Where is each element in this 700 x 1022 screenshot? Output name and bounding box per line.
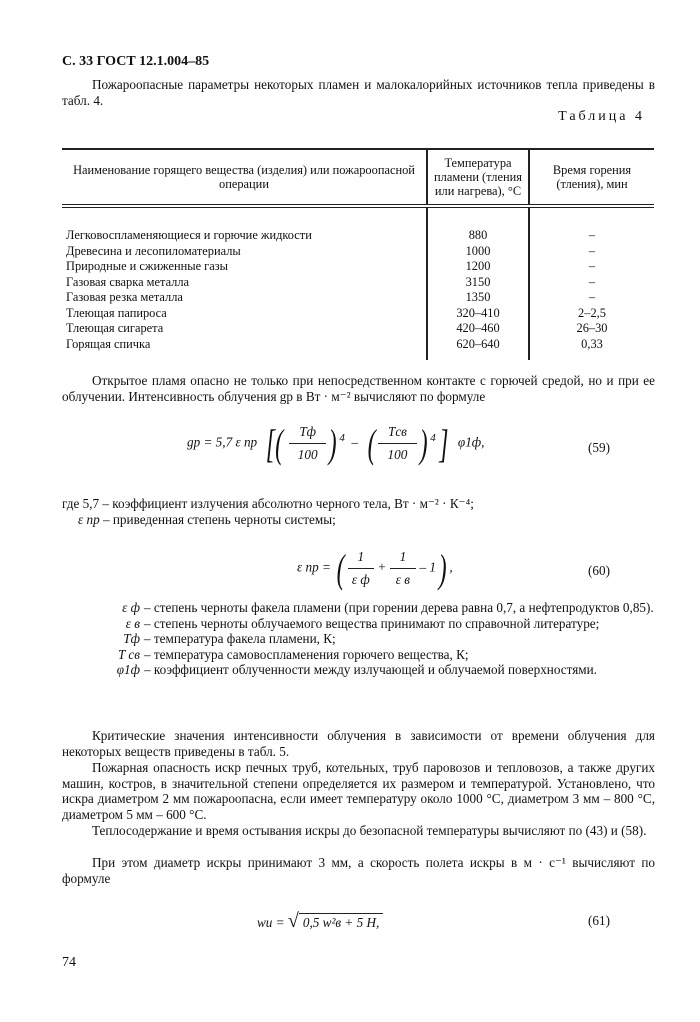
definition: – степень черноты облучаемого вещества принимают по справочной литературе;: [144, 615, 600, 631]
table-row: [62, 290, 654, 306]
cell-name: Древесина и лесопиломатериалы: [66, 243, 241, 258]
formula-59: gр = 5,7 ε пр [( $\frac{Tф}{100}$ ) $^4$ – ( $\frac{\text{Tсв}}{100}$ ) $^4$] φ1ф, (59): [187, 421, 610, 466]
formula-tail: φ1ф,: [457, 434, 485, 450]
formula-number: (59): [588, 440, 610, 455]
cell-time: 0,33: [529, 337, 654, 361]
cell-name: Тлеющая сигарета: [66, 321, 164, 335]
formula-lhs: wи =: [257, 915, 285, 930]
cell-name: Природные и сжиженные газы: [66, 259, 228, 273]
table-caption: Таблица 4: [558, 109, 645, 124]
critical-paragraph: Критические значения интенсивности облучения в зависимости от времени облучения для некоторых веществ приведены в табл. 5.: [62, 728, 655, 759]
radicand: 0,5 w²в + 5 H,: [299, 913, 383, 931]
cell-time: 2–2,5: [529, 306, 654, 322]
denominator: ε ф: [351, 572, 370, 587]
cell-temperature: 320–410: [427, 306, 529, 322]
cell-time: –: [529, 275, 654, 291]
numerator: 1: [348, 549, 375, 569]
intro-paragraph: Пожароопасные параметры некоторых пламен и малокалорийных источников тепла приведены в табл. 4.: [62, 77, 655, 108]
definition: – температура факела пламени, К;: [144, 631, 336, 647]
cell-temperature: 1000: [427, 244, 529, 260]
table-row: [62, 275, 654, 291]
table-row: [62, 244, 654, 260]
col-header-temp: Температура пламени (тления или нагрева), °С: [427, 149, 529, 206]
symbol: Tф: [123, 631, 140, 647]
eps-definition: [78, 512, 336, 528]
table-row: [62, 259, 654, 275]
cell-name: Газовая резка металла: [66, 290, 183, 304]
table-row: [62, 206, 654, 244]
definition-item: [80, 662, 655, 678]
heat-paragraph: Теплосодержание и время остывания искры до безопасной температуры вычисляют по (43) и (58).: [92, 823, 647, 838]
cell-temperature: 620–640: [427, 337, 529, 361]
formula-number: (61): [588, 913, 610, 928]
formula-lhs: ε пр =: [297, 559, 331, 575]
definition-item: [80, 600, 655, 616]
definition-item: [80, 647, 655, 663]
where-line: где 5,7 – коэффициент излучения абсолютно черного тела, Вт · м⁻² · К⁻⁴;: [62, 496, 474, 511]
table-4: [62, 148, 654, 360]
page-header: С. 33 ГОСТ 12.1.004–85: [62, 54, 210, 69]
definition-item: [80, 631, 655, 647]
formula-lhs: gр = 5,7 ε пр: [187, 434, 258, 450]
definition: – приведенная степень черноты системы;: [102, 512, 336, 527]
sqrt-sign: √: [287, 910, 299, 932]
symbol: ε пр: [78, 512, 100, 527]
cell-temperature: 1350: [427, 290, 529, 306]
speed-paragraph: При этом диаметр искры принимают 3 мм, а скорость полета искры в м · с⁻¹ вычисляют по формуле: [62, 855, 655, 886]
definition: – степень черноты факела пламени (при горении дерева равна 0,7, а нефтепродуктов 0,85).: [144, 600, 654, 615]
numerator: Tсв: [378, 424, 417, 444]
definition-item: [80, 616, 655, 632]
cell-name: Тлеющая папироса: [66, 305, 167, 320]
table-row: [62, 337, 654, 361]
sparks-paragraph: Пожарная опасность искр печных труб, котельных, труб паровозов и тепловозов, а также других машин, костров, в значительной степени определяется их размером и температурой. Установлено, что искра диаметром 2 мм пожароопасна, если имеет температуру около 1000 °С, диаметром 3 мм – 800 °С, диаметром 5 мм – 600 °С.: [62, 760, 655, 822]
definition: – коэффициент облученности между излучающей и облучаемой поверхностями.: [144, 662, 597, 678]
denominator: 100: [387, 447, 408, 462]
symbol: T св: [118, 646, 140, 662]
cell-name: Легковоспламеняющиеся и горючие жидкости: [66, 228, 312, 242]
cell-name: Горящая спичка: [66, 336, 151, 351]
exponent: 4: [430, 432, 436, 445]
col-header-name: Наименование горящего вещества (изделия) или пожароопасной операции: [62, 149, 427, 206]
numerator: Tф: [289, 424, 326, 444]
formula-number: (60): [588, 563, 610, 578]
symbol-definitions: [80, 600, 655, 678]
cell-time: –: [529, 206, 654, 244]
page-number: 74: [62, 955, 76, 970]
cell-temperature: 3150: [427, 275, 529, 291]
open-flame-paragraph: Открытое пламя опасно не только при непосредственном контакте с горючей средой, но и при ее облучении. Интенсивность облучения gр в Вт · м⁻² вычисляют по формуле: [62, 373, 655, 404]
numerator: 1: [390, 549, 417, 569]
cell-time: 26–30: [529, 321, 654, 337]
minus-sign: –: [351, 434, 359, 450]
cell-temperature: 1200: [427, 259, 529, 275]
table-row: [62, 306, 654, 322]
table-row: [62, 321, 654, 337]
symbol: ε ф: [122, 600, 140, 615]
cell-time: –: [529, 244, 654, 260]
formula-tail: – 1: [419, 559, 436, 575]
symbol: φ1ф: [116, 662, 140, 678]
formula-60: ε пр = ( $\frac{1}{\text{ε ф}}$ + $\frac{1}{\text{ε в}}$ – 1) , (60): [297, 546, 610, 591]
col-header-time: Время горения (тления), мин: [529, 149, 654, 206]
denominator: ε в: [395, 572, 411, 587]
cell-time: –: [529, 290, 654, 306]
symbol: ε в: [125, 615, 140, 631]
formula-61: [62, 905, 655, 935]
definition: – температура самовоспламенения горючего вещества, К;: [144, 646, 469, 662]
cell-name: Газовая сварка металла: [66, 274, 190, 289]
denominator: 100: [297, 447, 318, 462]
cell-temperature: 880: [427, 206, 529, 244]
cell-temperature: 420–460: [427, 321, 529, 337]
cell-time: –: [529, 259, 654, 275]
exponent: 4: [339, 432, 345, 445]
